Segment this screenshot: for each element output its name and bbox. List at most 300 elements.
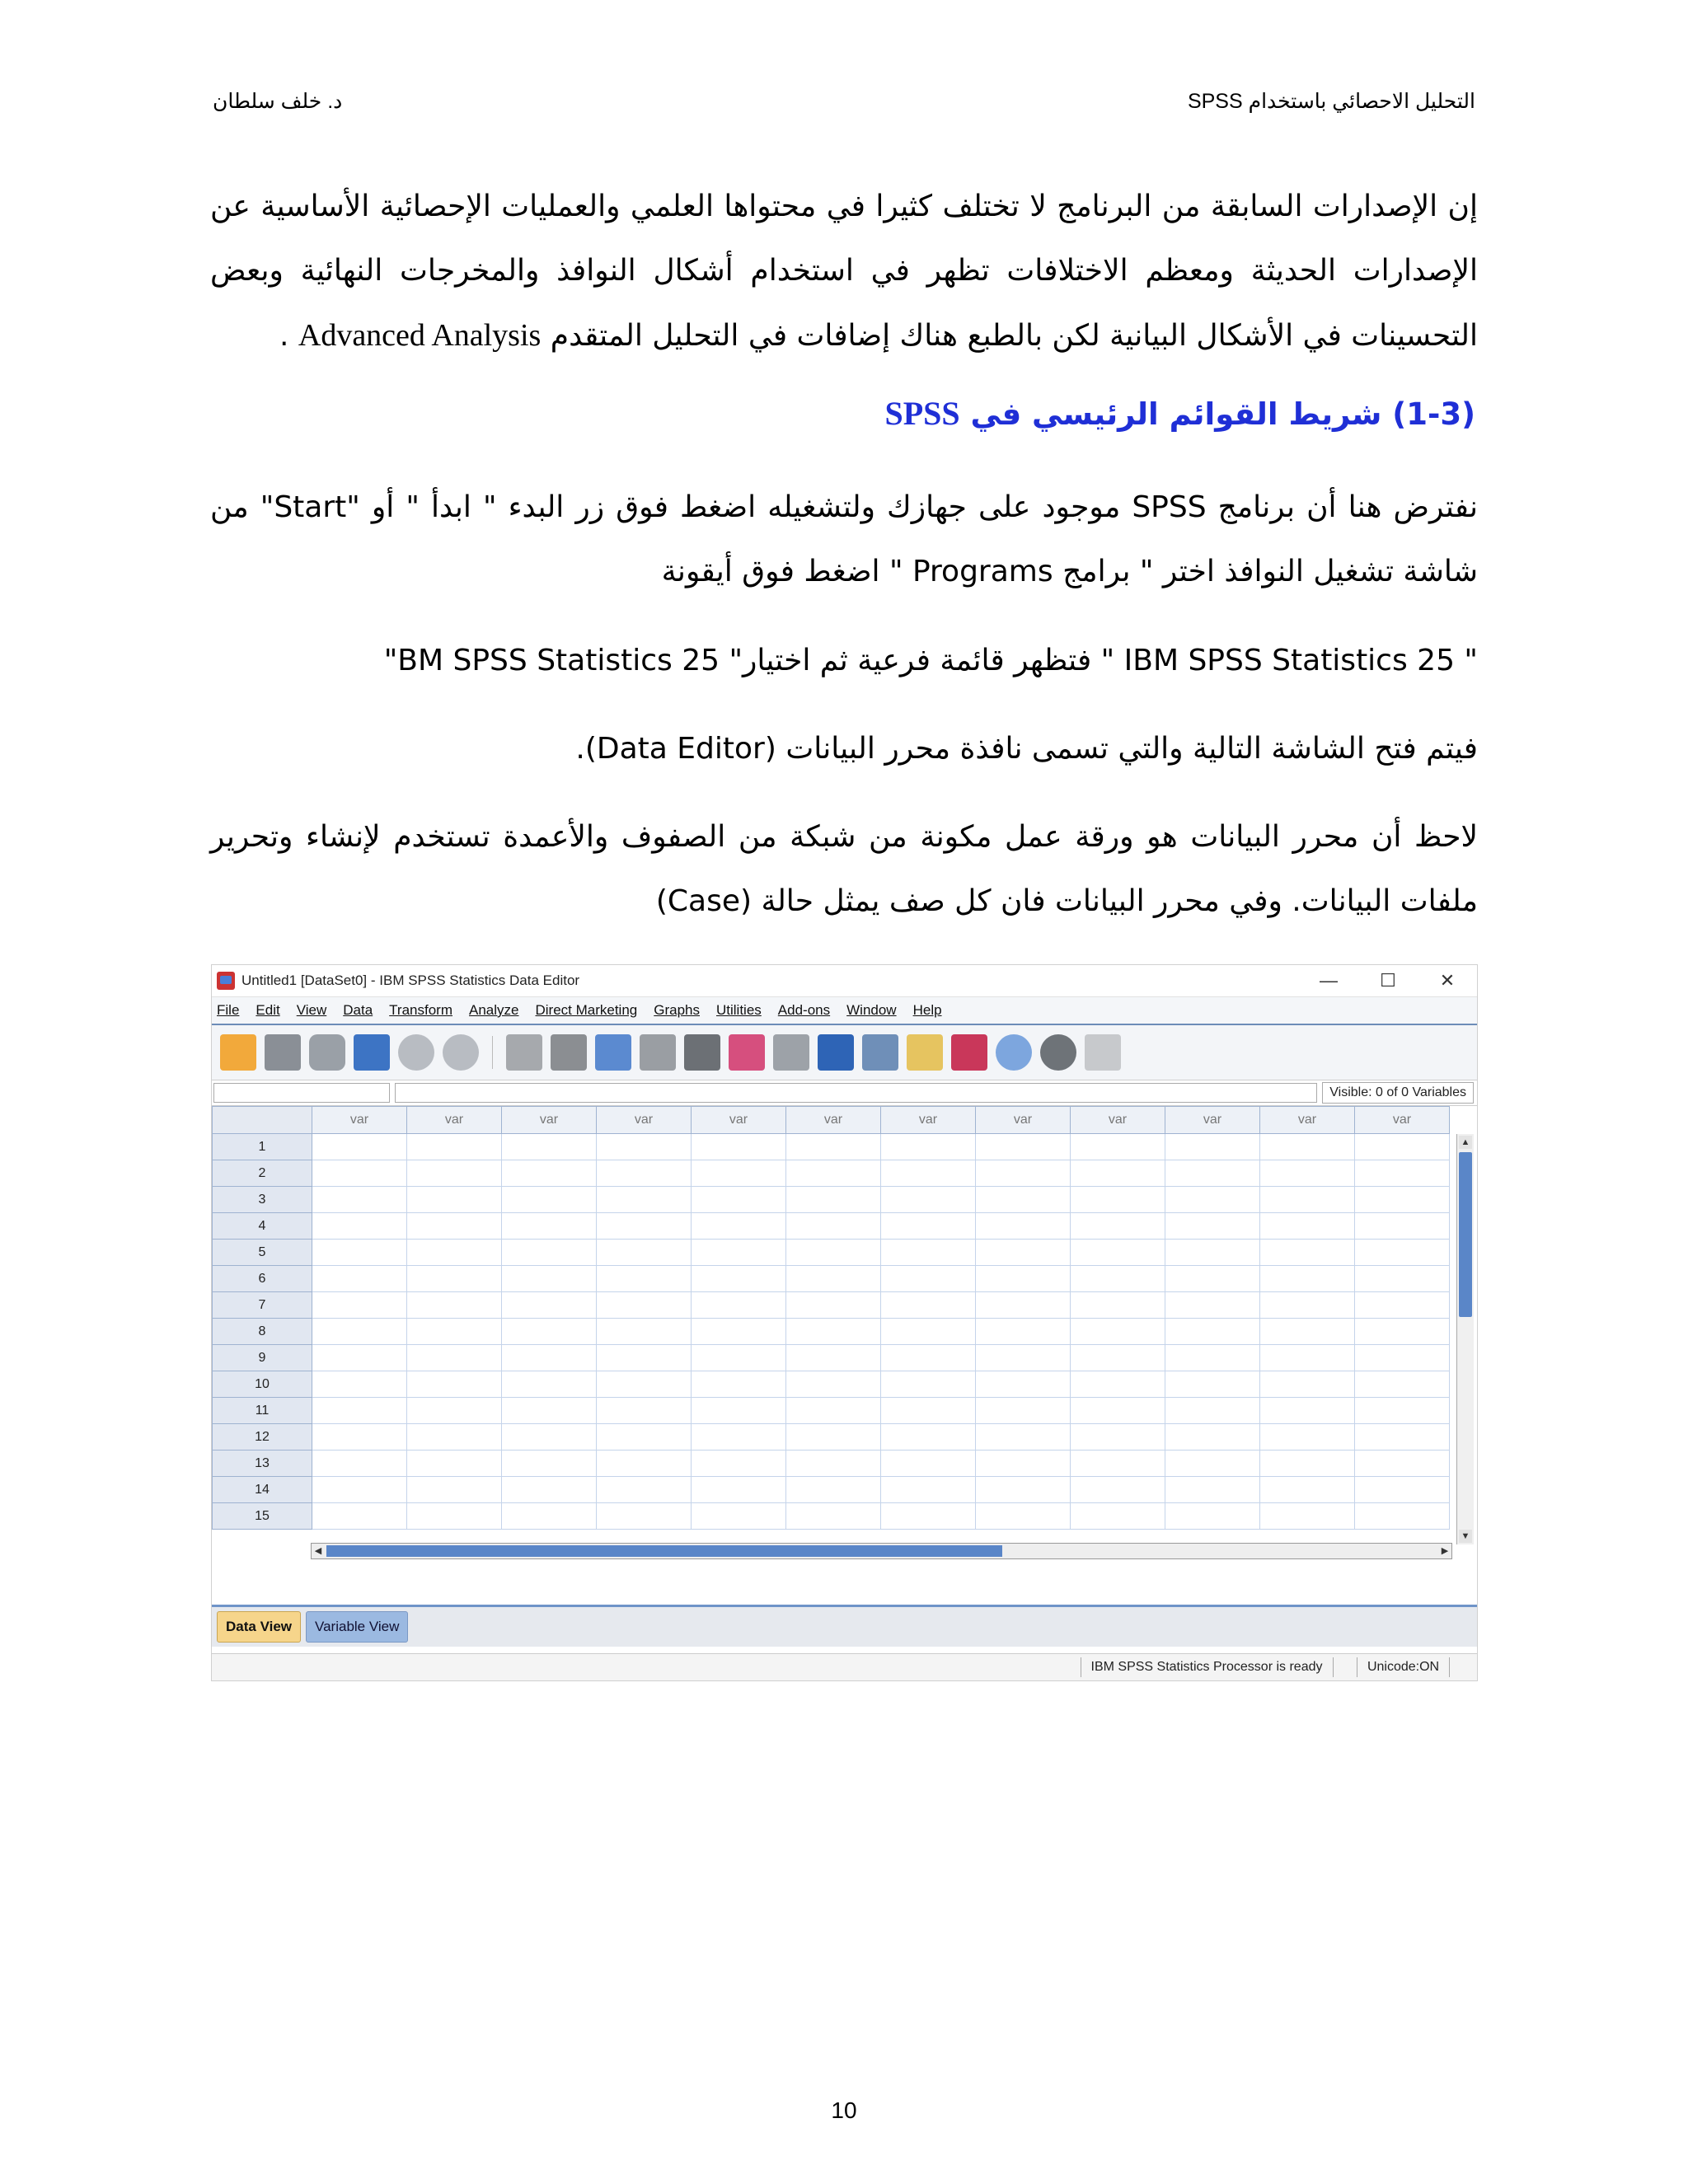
data-cell[interactable] [1355,1319,1450,1345]
row-header[interactable]: 7 [213,1292,312,1319]
column-header[interactable]: var [1071,1107,1165,1134]
table-row [213,1266,1450,1292]
split-file-icon[interactable] [818,1034,854,1071]
data-cell[interactable] [976,1187,1071,1213]
table-row [213,1187,1450,1213]
data-cell[interactable] [786,1451,881,1477]
row-header[interactable]: 8 [213,1319,312,1345]
data-cell[interactable] [786,1160,881,1187]
data-cell[interactable] [597,1134,692,1160]
data-cell[interactable] [312,1477,407,1503]
data-cell[interactable] [1165,1266,1260,1292]
menu-view[interactable]: View [296,1002,327,1018]
menu-analyze[interactable]: Analyze [469,1002,519,1018]
data-cell[interactable] [1071,1240,1165,1266]
paragraph-1-end: . [279,319,298,353]
menu-add-ons[interactable]: Add-ons [777,1002,831,1018]
data-cell[interactable] [312,1503,407,1530]
data-cell[interactable] [1260,1319,1355,1345]
header-author: د. خلف سلطان [213,90,343,113]
find-binoculars-icon[interactable] [684,1034,720,1071]
row-header[interactable]: 5 [213,1240,312,1266]
data-cell[interactable] [502,1371,597,1398]
table-row [213,1134,1450,1160]
data-cell[interactable] [597,1503,692,1530]
row-header[interactable]: 2 [213,1160,312,1187]
data-cell[interactable] [1071,1266,1165,1292]
data-cell[interactable] [597,1424,692,1451]
data-cell[interactable] [976,1134,1071,1160]
save-icon[interactable] [265,1034,301,1071]
table-row [213,1213,1450,1240]
data-cell[interactable] [502,1292,597,1319]
go-to-variable-icon[interactable] [551,1034,587,1071]
data-cell[interactable] [692,1160,786,1187]
data-cell[interactable] [597,1160,692,1187]
data-cell[interactable] [1355,1424,1450,1451]
menu-utilities[interactable]: Utilities [716,1002,762,1018]
data-cell[interactable] [881,1213,976,1240]
column-header[interactable]: var [1260,1107,1355,1134]
data-cell[interactable] [1260,1160,1355,1187]
tab-data-view[interactable]: Data View [217,1611,301,1643]
data-cell[interactable] [502,1134,597,1160]
data-cell[interactable] [597,1187,692,1213]
data-cell[interactable] [976,1503,1071,1530]
grid-corner[interactable] [213,1107,312,1134]
data-cell[interactable] [692,1266,786,1292]
data-cell[interactable] [1071,1345,1165,1371]
data-cell[interactable] [692,1345,786,1371]
row-header[interactable]: 14 [213,1477,312,1503]
open-folder-icon[interactable] [220,1034,256,1071]
status-cell-empty [1449,1657,1477,1677]
menu-data[interactable]: Data [343,1002,373,1018]
data-cell[interactable] [502,1503,597,1530]
page-number: 10 [831,2097,857,2123]
recall-dialog-icon[interactable] [354,1034,390,1071]
view-tabs [212,1605,1477,1647]
table-row [213,1319,1450,1345]
data-cell[interactable] [786,1134,881,1160]
row-header[interactable]: 4 [213,1213,312,1240]
data-cell[interactable] [692,1240,786,1266]
data-cell[interactable] [881,1371,976,1398]
data-cell[interactable] [502,1477,597,1503]
data-cell[interactable] [597,1398,692,1424]
data-cell[interactable] [407,1424,502,1451]
data-cell[interactable] [312,1345,407,1371]
undo-icon[interactable] [398,1034,434,1071]
visible-variables-count: Visible: 0 of 0 Variables [1322,1082,1474,1104]
data-cell[interactable] [881,1451,976,1477]
data-cell[interactable] [597,1451,692,1477]
data-cell[interactable] [1355,1398,1450,1424]
data-cell[interactable] [407,1345,502,1371]
data-cell[interactable] [786,1503,881,1530]
data-cell[interactable] [881,1187,976,1213]
data-cell[interactable] [692,1371,786,1398]
data-cell[interactable] [597,1319,692,1345]
column-header[interactable]: var [312,1107,407,1134]
column-header[interactable]: var [976,1107,1071,1134]
toolbar [212,1025,1477,1080]
data-cell[interactable] [786,1345,881,1371]
data-cell[interactable] [407,1213,502,1240]
data-cell[interactable] [692,1213,786,1240]
data-cell[interactable] [407,1371,502,1398]
data-cell[interactable] [881,1266,976,1292]
data-cell[interactable] [786,1398,881,1424]
data-cell[interactable] [502,1187,597,1213]
data-cell[interactable] [881,1398,976,1424]
column-header[interactable]: var [407,1107,502,1134]
data-cell[interactable] [1355,1451,1450,1477]
data-grid-area [212,1106,1477,1568]
data-cell[interactable] [407,1398,502,1424]
data-cell[interactable] [597,1345,692,1371]
data-cell[interactable] [407,1266,502,1292]
data-cell[interactable] [1165,1240,1260,1266]
data-cell[interactable] [312,1240,407,1266]
data-cell[interactable] [502,1319,597,1345]
menu-direct-marketing[interactable]: Direct Marketing [535,1002,638,1018]
paragraph-3: " IBM SPSS Statistics 25 " فتظهر قائمة فرعية ثم اختيار" BM SPSS Statistics 25" [383,644,1478,677]
data-cell[interactable] [407,1503,502,1530]
data-cell[interactable] [1071,1451,1165,1477]
data-cell[interactable] [692,1292,786,1319]
data-cell[interactable] [976,1213,1071,1240]
horizontal-scroll-thumb[interactable] [326,1545,1002,1557]
data-cell[interactable] [1355,1345,1450,1371]
data-cell[interactable] [1355,1213,1450,1240]
data-cell[interactable] [312,1319,407,1345]
row-header[interactable]: 10 [213,1371,312,1398]
data-cell[interactable] [786,1240,881,1266]
data-cell[interactable] [407,1134,502,1160]
table-row [213,1371,1450,1398]
data-cell[interactable] [1355,1266,1450,1292]
data-cell[interactable] [1355,1477,1450,1503]
data-cell[interactable] [1260,1213,1355,1240]
data-cell[interactable] [1071,1187,1165,1213]
data-cell[interactable] [597,1240,692,1266]
scroll-right-icon[interactable]: ▶ [1441,1546,1449,1556]
table-row [213,1240,1450,1266]
data-cell[interactable] [407,1240,502,1266]
paragraph-1 [210,175,1478,368]
data-cell[interactable] [502,1451,597,1477]
table-row [213,1345,1450,1371]
column-header[interactable]: var [786,1107,881,1134]
data-cell[interactable] [1071,1213,1165,1240]
select-cases-icon[interactable] [907,1034,943,1071]
paragraph-5: لاحظ أن محرر البيانات هو ورقة عمل مكونة من شبكة من الصفوف والأعمدة تستخدم لإنشاء وتحرير ملفات البيانات. وفي محرر البيانات فان كل صف يمثل حالة (Case) [210,820,1478,918]
data-cell[interactable] [1165,1213,1260,1240]
scroll-down-icon[interactable]: ▼ [1459,1530,1472,1543]
data-cell[interactable] [976,1424,1071,1451]
unicode-status: Unicode:ON [1357,1657,1449,1677]
data-cell[interactable] [312,1266,407,1292]
maximize-button[interactable]: ☐ [1380,970,1396,991]
paragraph-1-term: Advanced Analysis [298,318,542,353]
show-all-variables-icon[interactable] [1040,1034,1076,1071]
data-cell[interactable] [312,1371,407,1398]
data-cell[interactable] [407,1451,502,1477]
section-title-text: شريط القوائم الرئيسي في [970,396,1382,432]
data-cell[interactable] [407,1292,502,1319]
data-cell[interactable] [692,1187,786,1213]
menu-bar [212,996,1477,1025]
data-cell[interactable] [312,1187,407,1213]
menu-help[interactable]: Help [912,1002,942,1018]
table-row [213,1160,1450,1187]
data-cell[interactable] [1260,1187,1355,1213]
column-header[interactable]: var [502,1107,597,1134]
table-row [213,1503,1450,1530]
data-cell[interactable] [692,1451,786,1477]
data-cell[interactable] [786,1477,881,1503]
vertical-scroll-thumb[interactable] [1459,1152,1472,1317]
data-cell[interactable] [1260,1477,1355,1503]
toolbar-separator [492,1036,493,1069]
data-cell[interactable] [1355,1160,1450,1187]
row-header[interactable]: 13 [213,1451,312,1477]
data-cell[interactable] [1071,1371,1165,1398]
data-cell[interactable] [1071,1134,1165,1160]
data-cell[interactable] [1260,1292,1355,1319]
data-cell[interactable] [1165,1319,1260,1345]
data-cell[interactable] [976,1319,1071,1345]
table-row [213,1477,1450,1503]
header-title: التحليل الاحصائي باستخدام SPSS [1187,90,1475,113]
data-cell[interactable] [312,1451,407,1477]
data-cell[interactable] [976,1266,1071,1292]
column-header[interactable]: var [881,1107,976,1134]
data-cell[interactable] [692,1477,786,1503]
data-cell[interactable] [1071,1398,1165,1424]
data-cell[interactable] [1165,1292,1260,1319]
data-grid [212,1106,1450,1530]
data-cell[interactable] [1260,1398,1355,1424]
spell-check-abc-icon[interactable] [1085,1034,1121,1071]
paragraph-1-text: إن الإصدارات السابقة من البرنامج لا تختلف كثيرا في محتواها العلمي والعمليات الإحصائية الأساسية عن الإصدارات الحديثة ومعظم الاختلافات تظهر في استخدام أشكال النوافذ والمخرجات النهائية وبعض التحسينات في الأشكال البيانية لكن بالطبع هناك إضافات في التحليل المتقدم [210,190,1478,353]
data-cell[interactable] [1165,1160,1260,1187]
data-cell[interactable] [502,1345,597,1371]
data-cell[interactable] [312,1424,407,1451]
window-title: Untitled1 [DataSet0] - IBM SPSS Statistics Data Editor [241,972,580,988]
data-cell[interactable] [1260,1266,1355,1292]
data-cell[interactable] [1260,1371,1355,1398]
data-cell[interactable] [1071,1503,1165,1530]
row-header[interactable]: 11 [213,1398,312,1424]
data-cell[interactable] [1165,1477,1260,1503]
table-row [213,1424,1450,1451]
value-labels-icon[interactable] [951,1034,987,1071]
data-cell[interactable] [1260,1451,1355,1477]
data-cell[interactable] [1260,1424,1355,1451]
insert-cases-icon[interactable] [729,1034,765,1071]
data-cell[interactable] [881,1134,976,1160]
column-header[interactable]: var [1165,1107,1260,1134]
vertical-scrollbar[interactable] [1456,1134,1474,1544]
data-cell[interactable] [1071,1424,1165,1451]
data-cell[interactable] [786,1371,881,1398]
column-header[interactable]: var [1355,1107,1450,1134]
spss-data-editor-window [211,964,1478,1681]
data-cell[interactable] [786,1424,881,1451]
data-cell[interactable] [1260,1240,1355,1266]
data-cell[interactable] [786,1187,881,1213]
data-cell[interactable] [597,1266,692,1292]
data-cell[interactable] [1260,1134,1355,1160]
menu-file[interactable]: File [217,1002,240,1018]
close-button[interactable]: ✕ [1439,970,1456,991]
data-cell[interactable] [312,1134,407,1160]
data-cell[interactable] [312,1213,407,1240]
data-cell[interactable] [1165,1424,1260,1451]
data-cell[interactable] [881,1345,976,1371]
data-cell[interactable] [1165,1503,1260,1530]
data-cell[interactable] [786,1292,881,1319]
data-cell[interactable] [786,1319,881,1345]
print-icon[interactable] [309,1034,345,1071]
status-bar [212,1653,1477,1680]
data-cell[interactable] [312,1160,407,1187]
data-cell[interactable] [881,1503,976,1530]
data-cell[interactable] [407,1477,502,1503]
tab-variable-view[interactable]: Variable View [306,1611,408,1643]
paragraph-4: فيتم فتح الشاشة التالية والتي تسمى نافذة محرر البيانات (Data Editor). [575,732,1478,766]
data-cell[interactable] [692,1398,786,1424]
data-cell[interactable] [1260,1345,1355,1371]
menu-graphs[interactable]: Graphs [654,1002,700,1018]
cell-editor-bar [212,1080,1477,1106]
row-header[interactable]: 15 [213,1503,312,1530]
data-cell[interactable] [1260,1503,1355,1530]
cell-reference-field[interactable] [213,1083,390,1103]
data-cell[interactable] [312,1398,407,1424]
data-cell[interactable] [502,1266,597,1292]
data-cell[interactable] [881,1292,976,1319]
data-cell[interactable] [1165,1451,1260,1477]
menu-window[interactable]: Window [846,1002,897,1018]
data-cell[interactable] [881,1424,976,1451]
data-cell[interactable] [976,1160,1071,1187]
use-variable-sets-icon[interactable] [996,1034,1032,1071]
data-cell[interactable] [1355,1292,1450,1319]
data-cell[interactable] [1355,1187,1450,1213]
data-cell[interactable] [407,1187,502,1213]
data-cell[interactable] [1071,1292,1165,1319]
data-cell[interactable] [976,1292,1071,1319]
scroll-left-icon[interactable]: ◀ [314,1546,322,1556]
minimize-button[interactable]: — [1320,970,1338,991]
data-cell[interactable] [976,1477,1071,1503]
data-cell[interactable] [881,1319,976,1345]
data-cell[interactable] [881,1160,976,1187]
data-cell[interactable] [597,1371,692,1398]
data-cell[interactable] [1071,1319,1165,1345]
row-header[interactable]: 1 [213,1134,312,1160]
redo-icon[interactable] [443,1034,479,1071]
data-cell[interactable] [1071,1477,1165,1503]
row-header[interactable]: 12 [213,1424,312,1451]
data-cell[interactable] [692,1424,786,1451]
weight-cases-scale-icon[interactable] [862,1034,898,1071]
data-cell[interactable] [1165,1187,1260,1213]
data-cell[interactable] [1071,1160,1165,1187]
data-cell[interactable] [1355,1240,1450,1266]
row-header[interactable]: 9 [213,1345,312,1371]
data-cell[interactable] [976,1451,1071,1477]
row-header[interactable]: 6 [213,1266,312,1292]
data-cell[interactable] [502,1160,597,1187]
data-cell[interactable] [1355,1371,1450,1398]
section-number: (1-3) [1392,396,1475,432]
data-cell[interactable] [597,1477,692,1503]
data-cell[interactable] [407,1160,502,1187]
data-cell[interactable] [597,1292,692,1319]
column-header[interactable]: var [692,1107,786,1134]
data-cell[interactable] [502,1213,597,1240]
data-cell[interactable] [502,1240,597,1266]
data-cell[interactable] [1165,1134,1260,1160]
data-cell[interactable] [976,1345,1071,1371]
data-cell[interactable] [407,1319,502,1345]
spss-app-icon [217,972,235,990]
data-cell[interactable] [692,1134,786,1160]
data-cell[interactable] [976,1240,1071,1266]
paragraph-2: نفترض هنا أن برنامج SPSS موجود على جهازك ولتشغيله اضغط فوق زر البدء " ابدأ " أو "Start" من شاشة تشغيل النوافذ اختر " برامج Programs " اضغط فوق أيقونة [210,490,1478,588]
data-cell[interactable] [1165,1398,1260,1424]
data-cell[interactable] [502,1398,597,1424]
data-cell[interactable] [692,1503,786,1530]
cell-value-field[interactable] [395,1083,1317,1103]
section-title-en: SPSS [884,395,960,432]
data-cell[interactable] [312,1292,407,1319]
data-cell[interactable] [881,1240,976,1266]
data-cell[interactable] [502,1424,597,1451]
title-bar [212,965,1477,996]
data-cell[interactable] [786,1266,881,1292]
scroll-up-icon[interactable]: ▲ [1459,1136,1472,1149]
section-heading [884,394,1475,433]
processor-status: IBM SPSS Statistics Processor is ready [1081,1657,1333,1677]
data-cell[interactable] [881,1477,976,1503]
run-descriptives-icon[interactable] [640,1034,676,1071]
data-cell[interactable] [692,1319,786,1345]
data-cell[interactable] [1355,1503,1450,1530]
variables-icon[interactable] [595,1034,631,1071]
insert-variable-icon[interactable] [773,1034,809,1071]
data-cell[interactable] [1355,1134,1450,1160]
horizontal-scrollbar[interactable] [311,1543,1452,1559]
data-cell[interactable] [1165,1371,1260,1398]
data-cell[interactable] [1165,1345,1260,1371]
column-header[interactable]: var [597,1107,692,1134]
menu-edit[interactable]: Edit [256,1002,280,1018]
data-cell[interactable] [786,1213,881,1240]
data-cell[interactable] [597,1213,692,1240]
table-row [213,1292,1450,1319]
row-header[interactable]: 3 [213,1187,312,1213]
go-to-case-icon[interactable] [506,1034,542,1071]
data-cell[interactable] [976,1398,1071,1424]
menu-transform[interactable]: Transform [389,1002,452,1018]
table-row [213,1451,1450,1477]
data-cell[interactable] [976,1371,1071,1398]
